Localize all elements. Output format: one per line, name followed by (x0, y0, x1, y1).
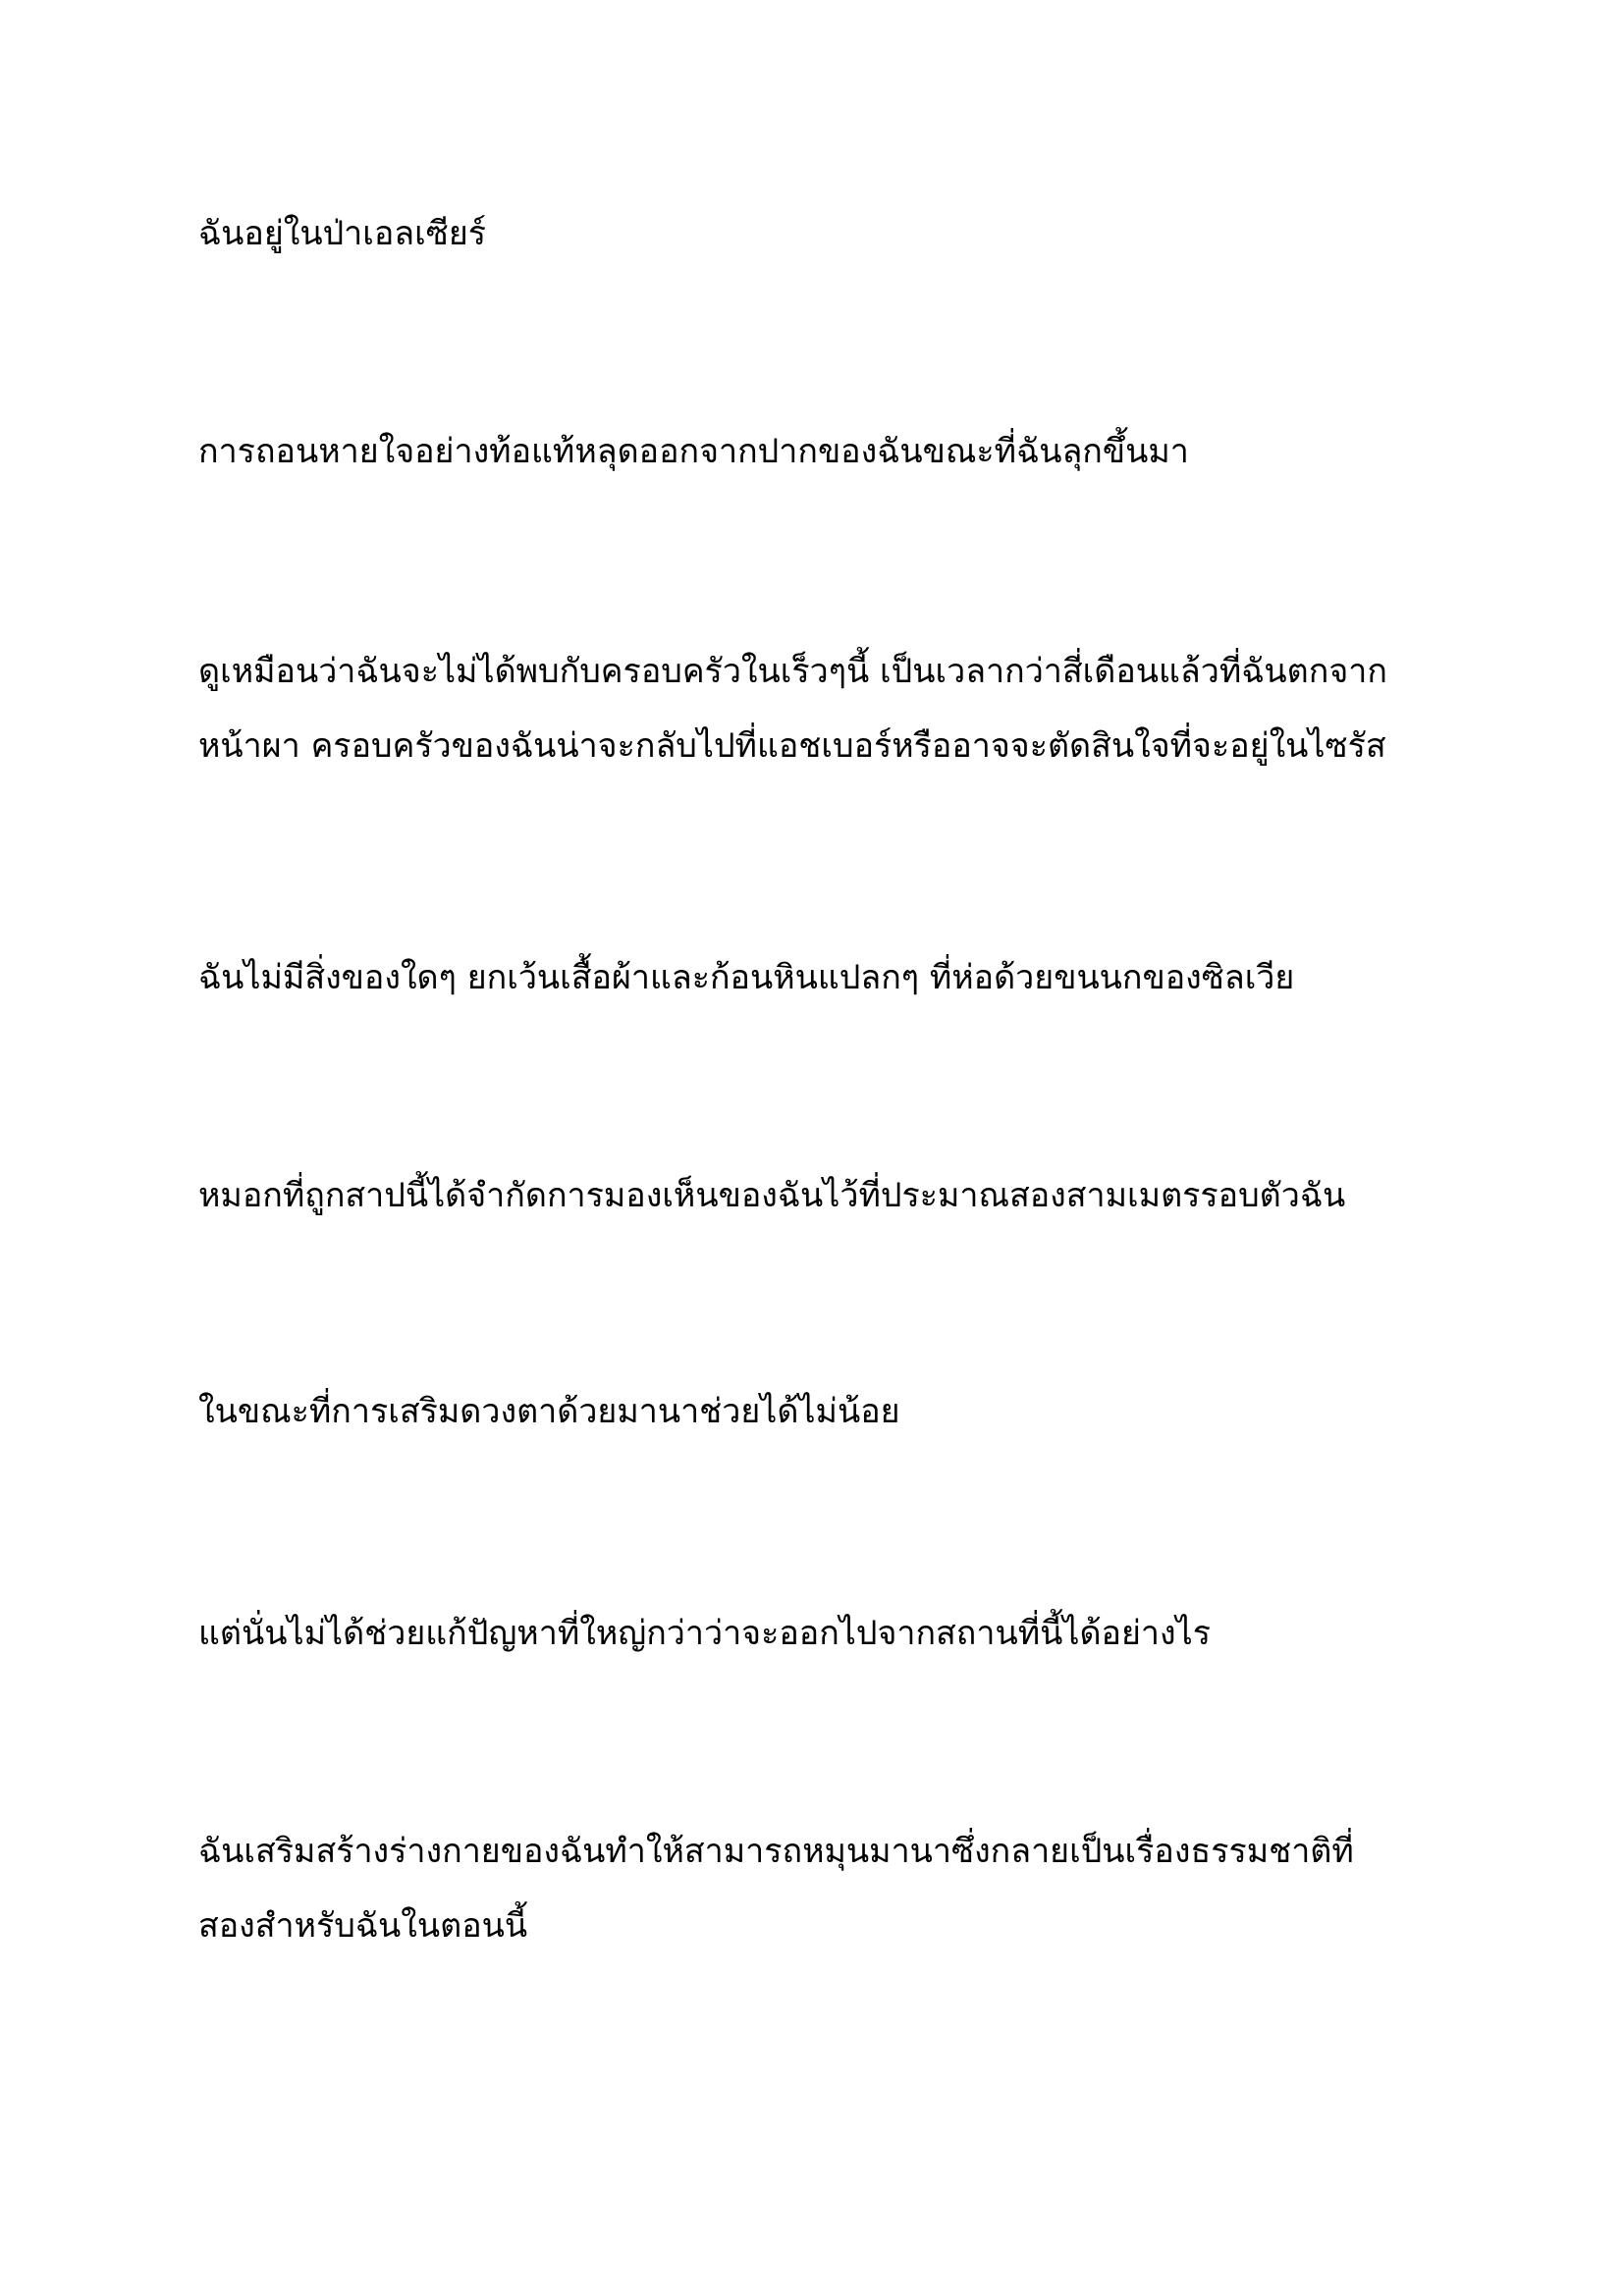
paragraph-8 (198, 1814, 1475, 1963)
paragraph-line: การถอนหายใจอย่างท้อแท้หลุดออกจากปากของฉันขณะที่ฉันลุกขึ้นมา (198, 432, 1189, 471)
paragraph-6 (198, 1374, 1475, 1449)
paragraph-2 (198, 414, 1475, 489)
paragraph-3 (198, 634, 1475, 783)
paragraph-line: สองสำหรับฉันในตอนนี้ (198, 1906, 528, 1946)
paragraph-line: ฉันเสริมสร้างร่างกายของฉันทำให้สามารถหมุนมานาซึ่งกลายเป็นเรื่องธรรมชาติที่ (198, 1832, 1354, 1871)
paragraph-1 (198, 196, 1475, 271)
paragraph-5 (198, 1158, 1475, 1233)
paragraph-line: ดูเหมือนว่าฉันจะไม่ได้พบกับครอบครัวในเร็วๆนี้ เป็นเวลากว่าสี่เดือนแล้วที่ฉันตกจาก (198, 652, 1387, 691)
paragraph-7 (198, 1596, 1475, 1671)
paragraph-4 (198, 940, 1475, 1015)
paragraph-line: ฉันอยู่ในป่าเอลเซียร์ (198, 214, 487, 253)
paragraph-line: หน้าผา ครอบครัวของฉันน่าจะกลับไปที่แอชเบอร์หรืออาจจะตัดสินใจที่จะอยู่ในไซรัส (198, 726, 1386, 766)
paragraph-line: ในขณะที่การเสริมดวงตาด้วยมานาช่วยได้ไม่น้อย (198, 1392, 900, 1431)
paragraph-line: หมอกที่ถูกสาปนี้ได้จำกัดการมองเห็นของฉันไว้ที่ประมาณสองสามเมตรรอบตัวฉัน (198, 1176, 1346, 1215)
paragraph-line: แต่นั่นไม่ได้ช่วยแก้ปัญหาที่ใหญ่กว่าว่าจะออกไปจากสถานที่นี้ได้อย่างไร (198, 1614, 1211, 1653)
paragraph-line: ฉันไม่มีสิ่งของใดๆ ยกเว้นเสื้อผ้าและก้อนหินแปลกๆ ที่ห่อด้วยขนนกของซิลเวีย (198, 958, 1295, 997)
